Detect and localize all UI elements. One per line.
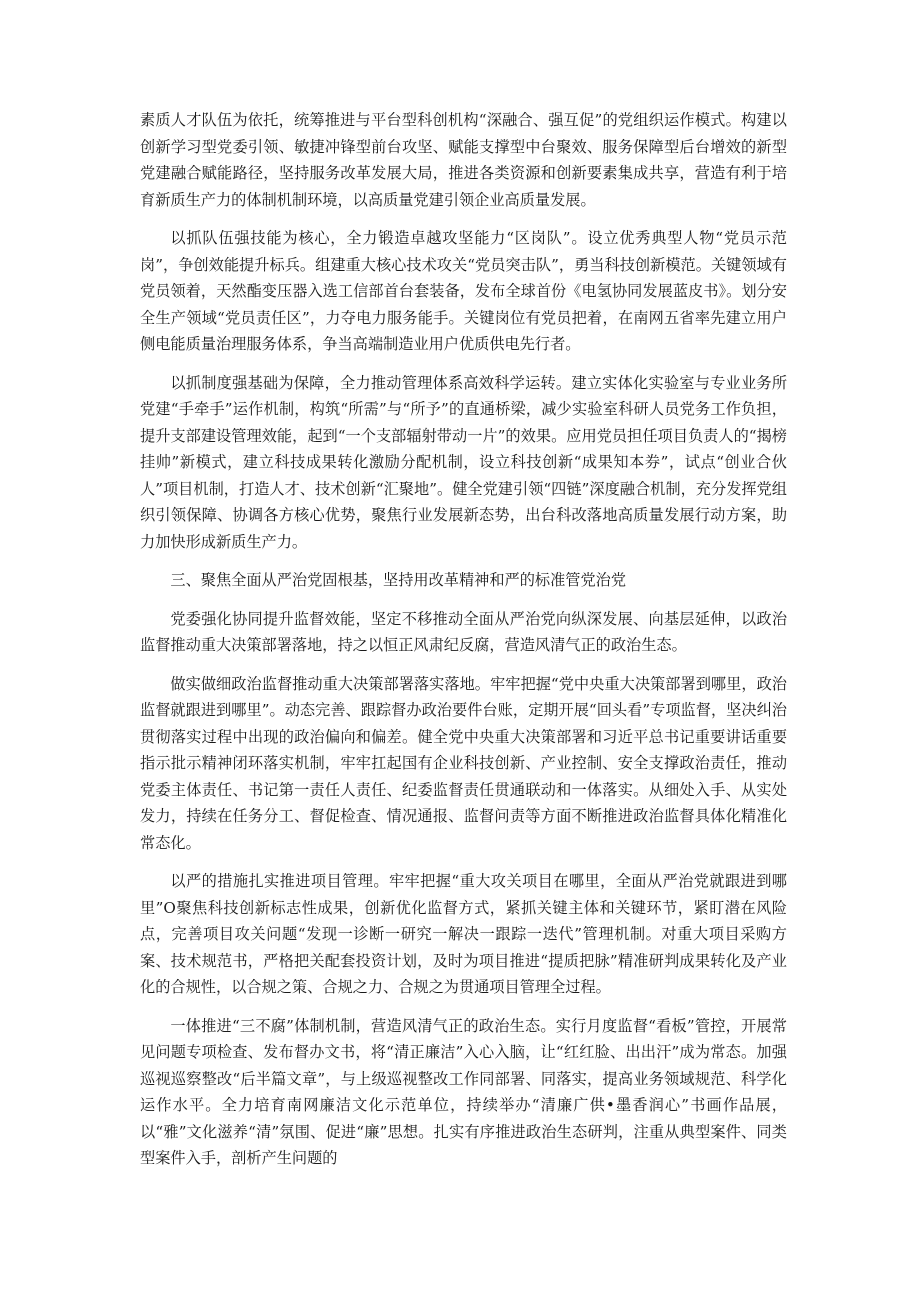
- paragraph-4: 党委强化协同提升监督效能，坚定不移推动全面从严治党向纵深发展、向基层延伸，以政治监督推动重大决策部署落地，持之以恒正风肃纪反腐，营造风清气正的政治生态。: [140, 609, 787, 654]
- document-body: [140, 107, 787, 1184]
- paragraph-3: 以抓制度强基础为保障，全力推动管理体系高效科学运转。建立实体化实验室与专业业务所党建“手牵手”运作机制，构筑“所需”与“所予”的直通桥梁，减少实验室科研人员党务工作负担，提升支部建设管理效能，起到“一个支部辐射带动一片”的效果。应用党员担任项目负责人的“揭榜挂帅”新模式，建立科技成果转化激励分配机制，设立科技创新“成果知本券”，试点“创业合伙人”项目机制，打造人才、技术创新“汇聚地”。健全党建引领“四链”深度融合机制，充分发挥党组织引领保障、协调各方核心优势，聚焦行业发展新态势，出台科改落地高质量发展行动方案，助力加快形成新质生产力。: [140, 373, 787, 551]
- paragraph-5: 做实做细政治监督推动重大决策部署落实落地。牢牢把握“党中央重大决策部署到哪里，政治监督就跟进到哪里”。动态完善、跟踪督办政治要件台账，定期开展“回头看”专项监督，坚决纠治贯彻落实过程中出现的政治偏向和偏差。健全党中央重大决策部署和习近平总书记重要讲话重要指示批示精神闭环落实机制，牢牢扛起国有企业科技创新、产业控制、安全支撑政治责任，推动党委主体责任、书记第一责任人责任、纪委监督责任贯通联动和一体落实。从细处入手、从实处发力，持续在任务分工、督促检查、情况通报、监督问责等方面不断推进政治监督具体化精准化常态化。: [140, 674, 787, 852]
- section-heading-3: 三、聚焦全面从严治党固根基，坚持用改革精神和严的标准管党治党: [170, 571, 627, 589]
- paragraph-1: 素质人才队伍为依托，统筹推进与平台型科创机构“深融合、强互促”的党组织运作模式。构建以创新学习型党委引领、敏捷冲锋型前台攻坚、赋能支撑型中台聚效、服务保障型后台增效的新型党建融合赋能路径，坚持服务改革发展大局，推进各类资源和创新要素集成共享，营造有利于培育新质生产力的体制机制环境，以高质量党建引领企业高质量发展。: [140, 111, 787, 209]
- paragraph-7: 一体推进“三不腐”体制机制，营造风清气正的政治生态。实行月度监督“看板”管控，开展常见问题专项检查、发布督办文书，将“清正廉洁”入心入脑，让“红红脸、出出汗”成为常态。加强巡视巡察整改“后半篇文章”，与上级巡视整改工作同部署、同落实，提高业务领域规范、科学化运作水平。全力培育南网廉洁文化示范单位，持续举办“清廉广供•墨香润心”书画作品展，以“雅”文化滋养“清”氛围、促进“廉”思想。扎实有序推进政治生态研判，注重从典型案件、同类型案件入手，剖析产生问题的: [140, 1016, 787, 1167]
- paragraph-2: 以抓队伍强技能为核心，全力锻造卓越攻坚能力“区岗队”。设立优秀典型人物“党员示范岗”，争创效能提升标兵。组建重大核心技术攻关“党员突击队”，勇当科技创新模范。关键领域有党员领着，天然酯变压器入选工信部首台套装备，发布全球首份《电氢协同发展蓝皮书》。划分安全生产领域“党员责任区”，力夺电力服务能手。关键岗位有党员把着，在南网五省率先建立用户侧电能质量治理服务体系，争当高端制造业用户优质供电先行者。: [140, 229, 787, 353]
- paragraph-6: 以严的措施扎实推进项目管理。牢牢把握“重大攻关项目在哪里，全面从严治党就跟进到哪里”O聚焦科技创新标志性成果，创新优化监督方式，紧抓关键主体和关键环节，紧盯潜在风险点，完善项目攻关问题“发现一诊断一研究一解决一跟踪一迭代”管理机制。对重大项目采购方案、技术规范书，严格把关配套投资计划，及时为项目推进“提质把脉”精准研判成果转化及产业化的合规性，以合规之策、合规之力、合规之为贯通项目管理全过程。: [140, 872, 787, 996]
